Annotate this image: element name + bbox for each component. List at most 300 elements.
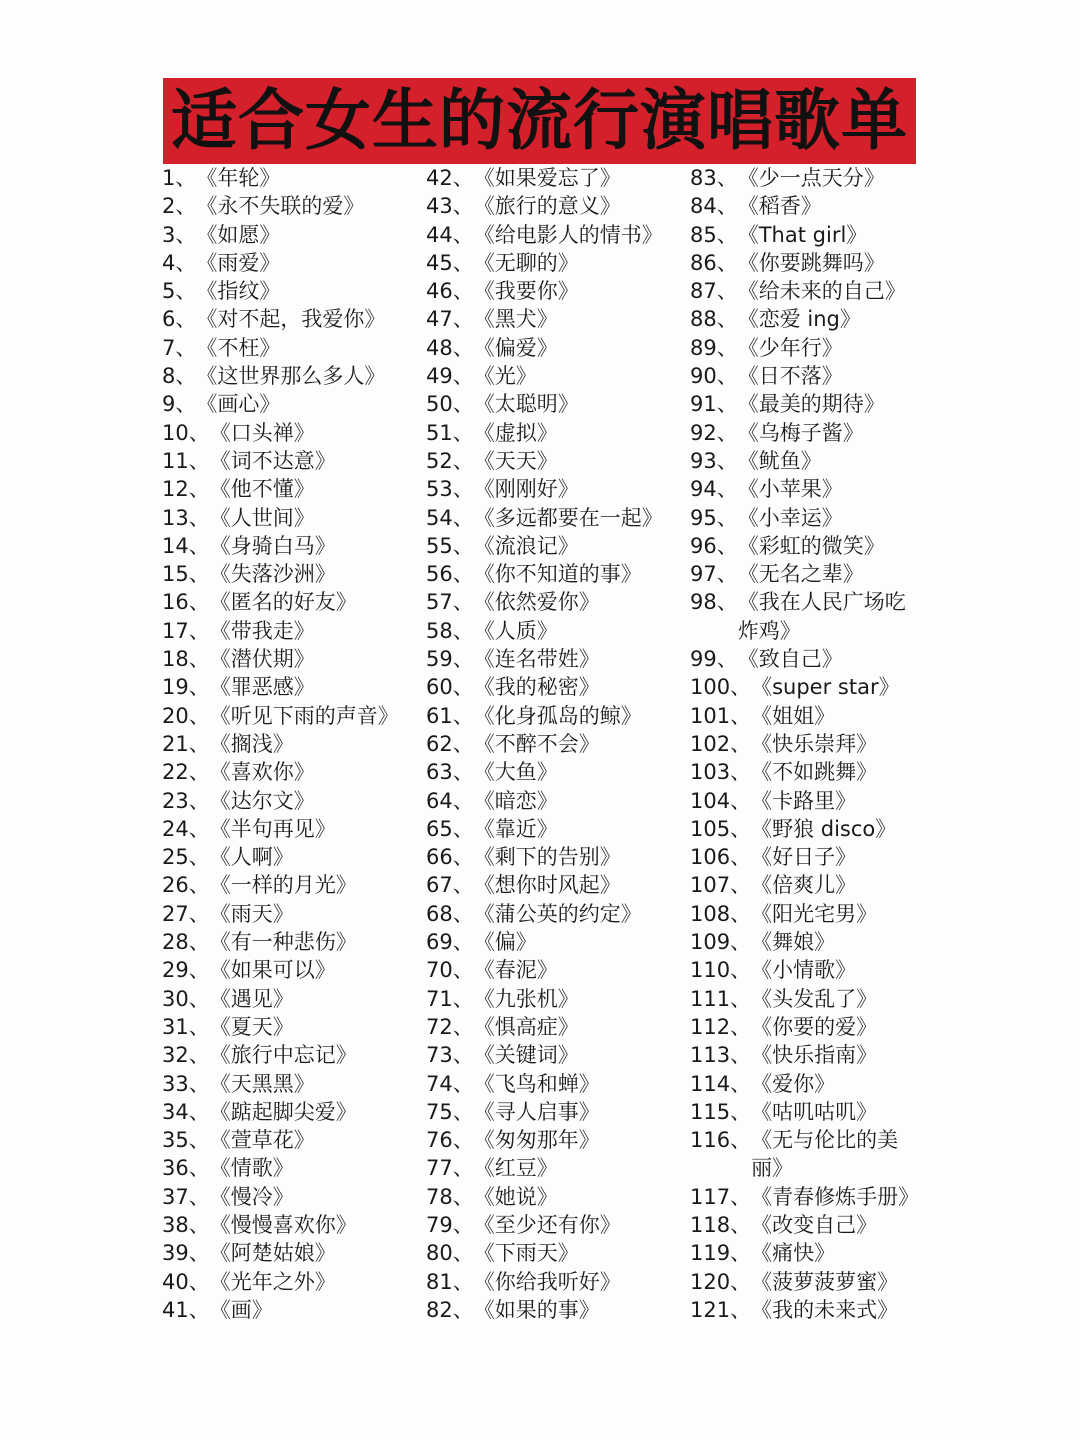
song-title: 《你给我听好》 [473, 1269, 621, 1294]
song-title: 《画》 [209, 1297, 273, 1322]
song-title: 《口头禅》 [209, 420, 315, 445]
song-number: 93、 [690, 448, 738, 473]
song-number: 103、 [690, 760, 752, 785]
song-number: 75、 [426, 1099, 474, 1124]
song-item [426, 815, 688, 843]
song-number: 6、 [162, 307, 197, 332]
song-title: 《年轮》 [196, 166, 281, 190]
song-number: 44、 [426, 222, 474, 247]
song-title: 《永不失联的爱》 [196, 194, 365, 219]
song-number: 55、 [426, 533, 474, 558]
song-title: 《我的未来式》 [751, 1297, 899, 1322]
song-number: 101、 [690, 703, 752, 728]
song-title: 《流浪记》 [473, 533, 579, 558]
song-item [690, 192, 922, 220]
song-item [690, 843, 922, 871]
song-item [162, 560, 424, 588]
song-number: 106、 [690, 845, 752, 870]
song-title: 《给电影人的情书》 [473, 222, 663, 247]
song-number: 12、 [162, 477, 210, 502]
song-title: 《无聊的》 [473, 250, 579, 275]
song-number: 10、 [162, 420, 210, 445]
song-number: 87、 [690, 279, 738, 304]
song-number: 112、 [690, 1014, 752, 1039]
song-item [162, 277, 424, 305]
song-number: 115、 [690, 1099, 752, 1124]
song-item [690, 1239, 922, 1267]
song-title: 《光年之外》 [209, 1269, 336, 1294]
song-number: 56、 [426, 562, 474, 587]
song-item [426, 1098, 688, 1126]
song-number: 77、 [426, 1156, 474, 1181]
song-item [162, 758, 424, 786]
song-number: 89、 [690, 335, 738, 360]
song-title: 《连名带姓》 [473, 647, 600, 672]
song-number: 26、 [162, 873, 210, 898]
song-title: 《踮起脚尖爱》 [209, 1099, 357, 1124]
song-number: 34、 [162, 1099, 210, 1124]
song-item [690, 787, 922, 815]
song-number: 84、 [690, 194, 738, 219]
song-item [426, 1268, 688, 1296]
song-item [162, 1268, 424, 1296]
song-number: 21、 [162, 731, 210, 756]
song-number: 28、 [162, 930, 210, 955]
song-item [690, 362, 922, 390]
song-number: 62、 [426, 731, 474, 756]
song-item [162, 843, 424, 871]
song-item [426, 475, 688, 503]
song-number: 102、 [690, 731, 752, 756]
song-item [162, 1126, 424, 1154]
song-title: 《菠萝菠萝蜜》 [751, 1269, 899, 1294]
song-title: 《慢慢喜欢你》 [209, 1212, 357, 1237]
song-item [162, 1041, 424, 1069]
song-number: 118、 [690, 1212, 752, 1237]
song-item [426, 843, 688, 871]
song-title: 《不如跳舞》 [751, 760, 878, 785]
song-item [162, 447, 424, 475]
song-item [426, 1013, 688, 1041]
song-title: 《潜伏期》 [209, 647, 315, 672]
song-title: 《雨天》 [209, 901, 294, 926]
song-item [426, 249, 688, 277]
song-title: 《遇见》 [209, 986, 294, 1011]
song-number: 17、 [162, 618, 210, 643]
song-item [690, 419, 922, 447]
song-item [690, 532, 922, 560]
song-number: 60、 [426, 675, 474, 700]
song-item [690, 504, 922, 532]
song-title: 《人啊》 [209, 845, 294, 870]
song-title: 《半句再见》 [209, 816, 336, 841]
song-number: 63、 [426, 760, 474, 785]
song-number: 27、 [162, 901, 210, 926]
song-item [162, 1239, 424, 1267]
song-title: 《想你时风起》 [473, 873, 621, 898]
song-item [690, 985, 922, 1013]
song-number: 71、 [426, 986, 474, 1011]
song-title: 《阳光宅男》 [751, 901, 878, 926]
song-item [426, 192, 688, 220]
song-number: 86、 [690, 250, 738, 275]
song-title: 《That girl》 [737, 222, 868, 247]
song-title: 《头发乱了》 [751, 986, 878, 1011]
song-number: 45、 [426, 250, 474, 275]
song-number: 70、 [426, 958, 474, 983]
song-number: 83、 [690, 166, 738, 190]
song-title: 《姐姐》 [751, 703, 836, 728]
song-item [426, 419, 688, 447]
song-number: 67、 [426, 873, 474, 898]
song-item [690, 1126, 922, 1183]
song-title: 《如愿》 [196, 222, 281, 247]
song-item [162, 419, 424, 447]
song-title: 《青春修炼手册》 [751, 1184, 920, 1209]
song-item [690, 164, 922, 192]
song-item [162, 617, 424, 645]
song-item [690, 1296, 922, 1324]
song-title: 《雨爱》 [196, 250, 281, 275]
song-title: 《多远都要在一起》 [473, 505, 663, 530]
song-title: 《情歌》 [209, 1156, 294, 1181]
song-title: 《我在人民广场吃炸鸡》 [737, 590, 906, 643]
song-title: 《快乐指南》 [751, 1043, 878, 1068]
song-item [426, 871, 688, 899]
song-number: 58、 [426, 618, 474, 643]
song-title: 《旅行的意义》 [473, 194, 621, 219]
song-item [162, 956, 424, 984]
song-title: 《少年行》 [737, 335, 843, 360]
song-number: 15、 [162, 562, 210, 587]
song-title: 《日不落》 [737, 364, 843, 389]
song-title: 《黑犬》 [473, 307, 558, 332]
song-number: 78、 [426, 1184, 474, 1209]
song-number: 51、 [426, 420, 474, 445]
song-item [426, 617, 688, 645]
song-item [426, 164, 688, 192]
song-item [426, 758, 688, 786]
song-number: 31、 [162, 1014, 210, 1039]
song-item [426, 956, 688, 984]
song-number: 25、 [162, 845, 210, 870]
song-column-3 [690, 164, 922, 1324]
song-number: 46、 [426, 279, 474, 304]
song-title: 《达尔文》 [209, 788, 315, 813]
song-number: 32、 [162, 1043, 210, 1068]
song-item [690, 956, 922, 984]
song-number: 9、 [162, 392, 197, 417]
song-number: 108、 [690, 901, 752, 926]
song-title: 《画心》 [196, 392, 281, 417]
song-title: 《旅行中忘记》 [209, 1043, 357, 1068]
song-title: 《飞鸟和蝉》 [473, 1071, 600, 1096]
song-title: 《带我走》 [209, 618, 315, 643]
song-title: 《你不知道的事》 [473, 562, 642, 587]
song-title: 《匿名的好友》 [209, 590, 357, 615]
song-item [426, 1070, 688, 1098]
song-title: 《春泥》 [473, 958, 558, 983]
song-number: 66、 [426, 845, 474, 870]
song-item [690, 928, 922, 956]
song-title: 《痛快》 [751, 1241, 836, 1266]
song-item [162, 334, 424, 362]
song-title: 《词不达意》 [209, 448, 336, 473]
song-title: 《身骑白马》 [209, 533, 336, 558]
song-title: 《指纹》 [196, 279, 281, 304]
song-item [690, 221, 922, 249]
song-number: 37、 [162, 1184, 210, 1209]
song-title: 《给未来的自己》 [737, 279, 906, 304]
song-title: 《罪恶感》 [209, 675, 315, 700]
song-number: 14、 [162, 533, 210, 558]
song-number: 72、 [426, 1014, 474, 1039]
song-title: 《你要跳舞吗》 [737, 250, 885, 275]
song-item [426, 447, 688, 475]
song-item [690, 1183, 922, 1211]
song-item [426, 1154, 688, 1182]
song-item [690, 588, 922, 645]
song-title: 《卡路里》 [751, 788, 857, 813]
song-number: 20、 [162, 703, 210, 728]
title-banner [163, 78, 916, 164]
song-title: 《人质》 [473, 618, 558, 643]
song-item [690, 1211, 922, 1239]
song-title: 《咕叽咕叽》 [751, 1099, 878, 1124]
song-item [690, 249, 922, 277]
song-item [690, 900, 922, 928]
song-number: 64、 [426, 788, 474, 813]
song-item [162, 702, 424, 730]
song-title: 《野狼 disco》 [751, 816, 897, 841]
song-number: 23、 [162, 788, 210, 813]
song-item [690, 390, 922, 418]
song-item [162, 985, 424, 1013]
song-number: 53、 [426, 477, 474, 502]
song-title: 《依然爱你》 [473, 590, 600, 615]
song-number: 119、 [690, 1241, 752, 1266]
song-item [426, 1239, 688, 1267]
song-number: 79、 [426, 1212, 474, 1237]
song-item [162, 900, 424, 928]
song-item [690, 560, 922, 588]
song-title: 《匆匆那年》 [473, 1128, 600, 1153]
song-item [426, 673, 688, 701]
song-number: 96、 [690, 533, 738, 558]
song-number: 3、 [162, 222, 197, 247]
song-item [690, 730, 922, 758]
song-item [426, 928, 688, 956]
song-title: 《这世界那么多人》 [196, 364, 386, 389]
song-item [162, 221, 424, 249]
song-title: 《彩虹的微笑》 [737, 533, 885, 558]
song-number: 82、 [426, 1297, 474, 1322]
song-item [426, 702, 688, 730]
song-number: 116、 [690, 1128, 752, 1153]
song-item [162, 1013, 424, 1041]
song-title: 《下雨天》 [473, 1241, 579, 1266]
song-item [426, 560, 688, 588]
song-title: 《小幸运》 [737, 505, 843, 530]
song-title: 《super star》 [751, 675, 900, 700]
song-title: 《无名之辈》 [737, 562, 864, 587]
song-number: 59、 [426, 647, 474, 672]
song-item [690, 305, 922, 333]
song-item [426, 985, 688, 1013]
song-item [690, 1268, 922, 1296]
song-item [162, 871, 424, 899]
song-number: 107、 [690, 873, 752, 898]
song-title: 《好日子》 [751, 845, 857, 870]
song-item [426, 1126, 688, 1154]
song-number: 49、 [426, 364, 474, 389]
song-number: 8、 [162, 364, 197, 389]
song-number: 43、 [426, 194, 474, 219]
song-number: 1、 [162, 166, 197, 190]
song-number: 69、 [426, 930, 474, 955]
song-number: 54、 [426, 505, 474, 530]
song-number: 85、 [690, 222, 738, 247]
song-number: 65、 [426, 816, 474, 841]
song-item [690, 1041, 922, 1069]
song-title: 《搁浅》 [209, 731, 294, 756]
song-title: 《偏》 [473, 930, 537, 955]
song-title: 《喜欢你》 [209, 760, 315, 785]
song-item [426, 1041, 688, 1069]
song-number: 35、 [162, 1128, 210, 1153]
song-number: 22、 [162, 760, 210, 785]
song-item [162, 475, 424, 503]
song-title: 《不枉》 [196, 335, 281, 360]
song-item [690, 1013, 922, 1041]
song-number: 97、 [690, 562, 738, 587]
song-title: 《快乐崇拜》 [751, 731, 878, 756]
song-item [690, 1098, 922, 1126]
song-title: 《刚刚好》 [473, 477, 579, 502]
song-title: 《恋爱 ing》 [737, 307, 861, 332]
song-item [162, 164, 424, 192]
song-item [690, 702, 922, 730]
song-number: 38、 [162, 1212, 210, 1237]
song-title: 《我的秘密》 [473, 675, 600, 700]
song-column-1 [162, 164, 424, 1324]
song-item [426, 334, 688, 362]
song-number: 113、 [690, 1043, 752, 1068]
song-title: 《暗恋》 [473, 788, 558, 813]
song-item [426, 504, 688, 532]
song-number: 114、 [690, 1071, 752, 1096]
song-title: 《惧高症》 [473, 1014, 579, 1039]
song-title: 《鱿鱼》 [737, 448, 822, 473]
song-item [426, 532, 688, 560]
song-item [162, 928, 424, 956]
song-title: 《关键词》 [473, 1043, 579, 1068]
song-item [690, 1070, 922, 1098]
song-title: 《小情歌》 [751, 958, 857, 983]
song-title: 《如果可以》 [209, 958, 336, 983]
song-title: 《光》 [473, 364, 537, 389]
song-title: 《萱草花》 [209, 1128, 315, 1153]
song-item [426, 787, 688, 815]
song-number: 100、 [690, 675, 752, 700]
song-column-2 [426, 164, 688, 1324]
song-number: 52、 [426, 448, 474, 473]
song-title: 《寻人启事》 [473, 1099, 600, 1124]
song-number: 42、 [426, 166, 474, 190]
song-number: 111、 [690, 986, 752, 1011]
song-title: 《天天》 [473, 448, 558, 473]
song-title: 《爱你》 [751, 1071, 836, 1096]
song-title: 《如果爱忘了》 [473, 166, 621, 190]
song-item [162, 305, 424, 333]
song-number: 81、 [426, 1269, 474, 1294]
song-title: 《蒲公英的约定》 [473, 901, 642, 926]
song-item [162, 1183, 424, 1211]
song-title: 《太聪明》 [473, 392, 579, 417]
song-item [690, 447, 922, 475]
song-title: 《乌梅子酱》 [737, 420, 864, 445]
song-item [690, 277, 922, 305]
song-item [426, 1296, 688, 1324]
song-title: 《大鱼》 [473, 760, 558, 785]
song-number: 117、 [690, 1184, 752, 1209]
song-number: 121、 [690, 1297, 752, 1322]
song-title: 《人世间》 [209, 505, 315, 530]
song-item [162, 588, 424, 616]
song-number: 4、 [162, 250, 197, 275]
song-item [426, 1211, 688, 1239]
song-item [162, 815, 424, 843]
song-item [690, 673, 922, 701]
song-item [426, 900, 688, 928]
song-title: 《对不起，我爱你》 [196, 307, 386, 332]
song-number: 50、 [426, 392, 474, 417]
song-item [162, 1070, 424, 1098]
song-title: 《慢冷》 [209, 1184, 294, 1209]
song-title: 《如果的事》 [473, 1297, 600, 1322]
song-number: 73、 [426, 1043, 474, 1068]
song-item [426, 645, 688, 673]
song-item [162, 1296, 424, 1324]
song-title: 《九张机》 [473, 986, 579, 1011]
song-item [426, 588, 688, 616]
song-title: 《红豆》 [473, 1156, 558, 1181]
song-title: 《化身孤岛的鲸》 [473, 703, 642, 728]
song-number: 36、 [162, 1156, 210, 1181]
song-number: 68、 [426, 901, 474, 926]
song-title: 《夏天》 [209, 1014, 294, 1039]
song-title: 《至少还有你》 [473, 1212, 621, 1237]
song-title: 《无与伦比的美丽》 [751, 1128, 899, 1181]
song-title: 《失落沙洲》 [209, 562, 336, 587]
song-number: 29、 [162, 958, 210, 983]
song-title: 《一样的月光》 [209, 873, 357, 898]
song-title: 《靠近》 [473, 816, 558, 841]
page-title: 适合女生的流行演唱歌单 [171, 82, 908, 159]
song-number: 2、 [162, 194, 197, 219]
song-item [162, 249, 424, 277]
song-number: 109、 [690, 930, 752, 955]
song-item [690, 334, 922, 362]
song-number: 94、 [690, 477, 738, 502]
song-title: 《致自己》 [737, 647, 843, 672]
song-number: 90、 [690, 364, 738, 389]
song-title: 《你要的爱》 [751, 1014, 878, 1039]
song-title: 《倍爽儿》 [751, 873, 857, 898]
song-number: 57、 [426, 590, 474, 615]
song-number: 5、 [162, 279, 197, 304]
song-item [162, 504, 424, 532]
